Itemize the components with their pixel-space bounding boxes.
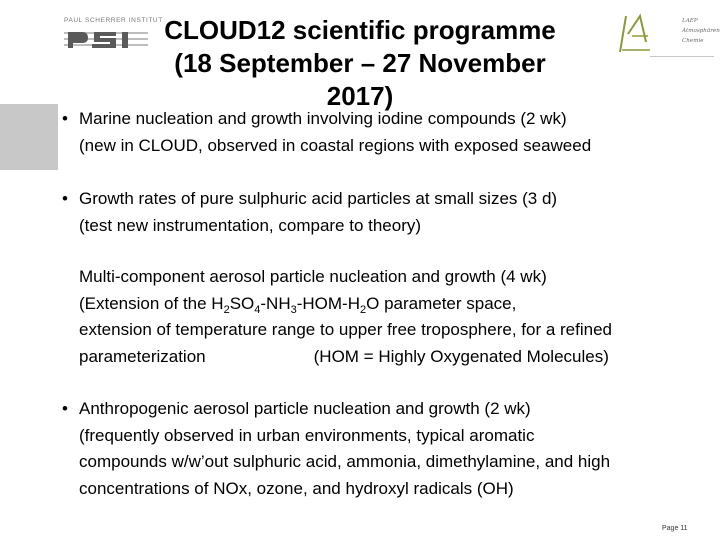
list-item-line: Growth rates of pure sulphuric acid particles at small sizes (3 d) xyxy=(79,189,558,208)
title-line-2: (18 September – 27 November 2017) xyxy=(174,48,546,111)
page-number: Page 11 xyxy=(662,525,688,532)
bullet: • xyxy=(62,109,68,128)
psi-logo-mark-icon xyxy=(64,28,148,52)
title-line-1: CLOUD12 scientific programme xyxy=(164,15,556,45)
list-item-anthropogenic xyxy=(62,396,712,502)
laep-logo-text: LAEP Atmosphären Chemie xyxy=(682,18,720,44)
slide-title xyxy=(150,14,570,113)
list-item-line: (new in CLOUD, observed in coastal regions with exposed seaweed xyxy=(79,135,592,155)
list-item-line: Multi-component aerosol particle nucleation and growth (4 wk) xyxy=(79,267,547,286)
list-item-multi-component xyxy=(62,264,712,370)
list-item-line: Marine nucleation and growth involving iodine compounds (2 wk) xyxy=(79,109,567,128)
psi-logo xyxy=(60,14,163,54)
list-item-marine-nucleation xyxy=(62,106,712,159)
list-item-line: parameterization (HOM = Highly Oxygenated Molecules) xyxy=(79,346,609,366)
list-item-line-formula: (Extension of the $H_2SO_4-NH_3-HOM-H_2O$ parameter space, xyxy=(79,293,517,316)
list-item-line: compounds w/w’out sulphuric acid, ammonia, dimethylamine, and high xyxy=(79,452,611,471)
list-item-line: (test new instrumentation, compare to theory) xyxy=(79,215,422,235)
list-item-line: (frequently observed in urban environments, typical aromatic xyxy=(79,425,535,445)
list-item-sulphuric-growth xyxy=(62,186,712,239)
list-item-line: Anthropogenic aerosol particle nucleation and growth (2 wk) xyxy=(79,399,531,418)
list-item-line: concentrations of NOx, ozone, and hydroxyl radicals (OH) xyxy=(79,478,514,498)
psi-institute-name: PAUL SCHERRER INSTITUT xyxy=(64,17,163,24)
list-item-line: extension of temperature range to upper free troposphere, for a refined xyxy=(79,320,612,339)
logo-divider xyxy=(650,56,714,57)
bullet: • xyxy=(62,399,68,418)
bullet: • xyxy=(62,189,68,208)
side-decoration-block xyxy=(0,104,58,170)
